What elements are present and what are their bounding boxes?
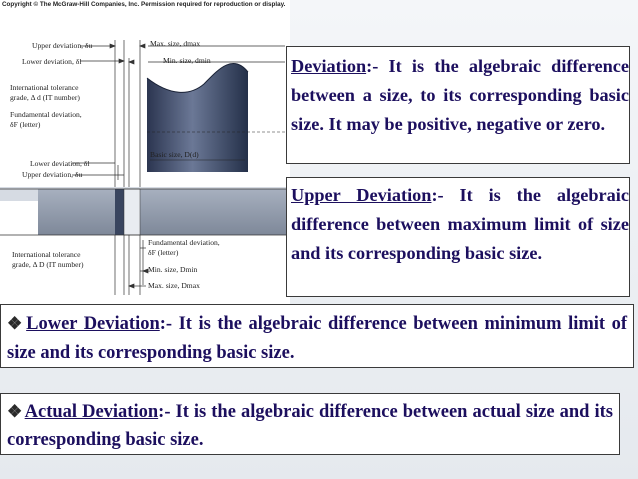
label-intl-tol-d-2: grade, Δ d (IT number) bbox=[10, 93, 80, 102]
label-fund-dev-hole-2: δF (letter) bbox=[148, 248, 179, 257]
dimension-lines bbox=[115, 40, 143, 295]
hole-plate bbox=[0, 187, 290, 235]
label-fund-dev-hole-1: Fundamental deviation, bbox=[148, 238, 220, 247]
lower-deviation-term: Lower Deviation bbox=[26, 314, 160, 334]
copyright-notice: Copyright © The McGraw-Hill Companies, Inc. Permission required for reproduction or display. bbox=[2, 1, 286, 8]
label-intl-tol-D-2: grade, Δ D (IT number) bbox=[12, 260, 84, 269]
upper-deviation-term: Upper Deviation bbox=[291, 185, 432, 205]
lower-deviation-text: :- It is the algebraic difference between minimum limit of size and its corresponding basic size. bbox=[7, 314, 627, 363]
label-upper-dev-shaft: Upper deviation, δu bbox=[32, 41, 93, 50]
diamond-bullet-icon: ❖ bbox=[7, 402, 23, 421]
tolerance-figure bbox=[0, 0, 290, 305]
label-min-size-hole: Min. size, Dmin bbox=[148, 265, 198, 274]
label-basic-size: Basic size, D(d) bbox=[150, 150, 199, 159]
deviation-definition bbox=[286, 46, 630, 164]
label-intl-tol-d-1: International tolerance bbox=[10, 83, 79, 92]
shaft-hole-diagram bbox=[0, 0, 290, 305]
label-lower-dev-hole: Lower deviation, δl bbox=[30, 159, 90, 168]
lower-deviation-definition bbox=[0, 304, 634, 368]
deviation-text: :- It is the algebraic difference between a size, to its corresponding basic size. It may be positive, negative or zero. bbox=[291, 56, 629, 134]
upper-deviation-text: :- It is the algebraic difference between maximum limit of size and its corresponding basic size. bbox=[291, 185, 630, 263]
diamond-bullet-icon: ❖ bbox=[7, 314, 25, 333]
actual-deviation-definition bbox=[0, 393, 620, 455]
label-max-size-hole: Max. size, Dmax bbox=[148, 281, 200, 290]
actual-deviation-text: :- It is the algebraic difference between actual size and its corresponding basic size. bbox=[7, 402, 613, 450]
label-fund-dev-shaft-1: Fundamental deviation, bbox=[10, 110, 82, 119]
deviation-term: Deviation bbox=[291, 56, 367, 76]
upper-deviation-definition bbox=[286, 177, 630, 297]
label-fund-dev-shaft-2: δF (letter) bbox=[10, 120, 41, 129]
actual-deviation-term: Actual Deviation bbox=[24, 402, 159, 422]
label-max-size-shaft: Max. size, dmax bbox=[150, 39, 201, 48]
label-lower-dev-shaft: Lower deviation, δl bbox=[22, 57, 82, 66]
label-upper-dev-hole: Upper deviation, δu bbox=[22, 170, 83, 179]
label-intl-tol-D-1: International tolerance bbox=[12, 250, 81, 259]
label-min-size-shaft: Min. size, dmin bbox=[163, 56, 211, 65]
